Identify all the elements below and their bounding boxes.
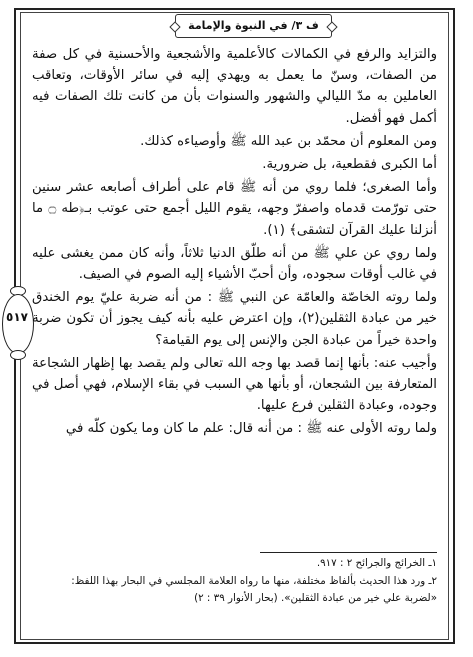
paragraph: ولما روي عن علي ﷺ من أنه طلّق الدنيا ثلاثاً، وأنه كان ممن يغشى عليه في غالب أوقات سجوده، وأن أحبّ الأشياء إليه الصوم في الصيف. (32, 245, 437, 283)
page-number-ornament (0, 280, 34, 370)
paragraph: ولما روته الخاصّة والعامّة عن النبي ﷺ : من أنه ضربة عليّ يوم الخندق خير من عبادة الثقلين(٢)، وإن اعترض عليه بأنه كيف يجوز أن تكون ضربة واحدة خيراً من عبادة الجن والإنس إلى يوم القيامة؟ (32, 290, 437, 348)
footnotes (32, 555, 437, 608)
footnote: ٢ـ ورد هذا الحديث بألفاظ مختلفة، منها ما رواه العلامة المجلسي في البحار بهذا اللفظ: (71, 574, 437, 587)
ornament-oval (2, 294, 34, 354)
footnote-separator (260, 552, 437, 553)
running-header: ف ٣/ في النبوة والإمامة (175, 14, 332, 38)
footnote: ١ـ الخرائج والجرائح ٢ : ٩١٧. (316, 557, 437, 569)
paragraph: وأجيب عنه: بأنها إنما قصد بها وجه الله تعالى ولم يقصد بها إظهار الشجاعة المتعارفة بين الشجعان، أو بأنها هي السبب في بقاء الإسلام، فهي أصل في وجوده، وعبادة الثقلين فرع عليها. (32, 355, 437, 414)
paragraph: أما الكبرى فقطعية، بل ضرورية. (262, 157, 437, 173)
paragraph: وأما الصغرى؛ فلما روي من أنه ﷺ قام على أطراف أصابعه عشر سنين حتى تورّمت قدماه واصفرّ وجهه، يقوم الليل أجمع حتى عوتب بـ﴿طه ۝ ما أنزلنا عليك القرآن لتشقى﴾ (١). (32, 180, 438, 238)
paragraph: ومن المعلوم أن محمّد بن عبد الله ﷺ وأوصياءه كذلك. (140, 133, 437, 149)
main-text (32, 44, 437, 440)
page-number: ٥١٧ (6, 310, 28, 324)
ornament-bottom-knot (10, 350, 26, 360)
paragraph: ولما روته الأولى عنه ﷺ : من أنه قال: علم ما كان وما يكون كلّه في (65, 421, 437, 437)
footnote: «لضربة علي خير من عبادة الثقلين». (بحار الأنوار ٣٩ : ٢) (194, 592, 437, 604)
paragraph: والتزايد والرفع في الكمالات كالأعلمية والأشجعية والأحسنية في كل صفة من الصفات، وسنّ ما يعمل به ويهدي إليه في سائر الأوقات، وتعاقب العاملين به مدّ الليالي والشهور والسنوات بأن من كانت تلك الصفات فيه أكمل فهو أفضل. (32, 47, 437, 126)
